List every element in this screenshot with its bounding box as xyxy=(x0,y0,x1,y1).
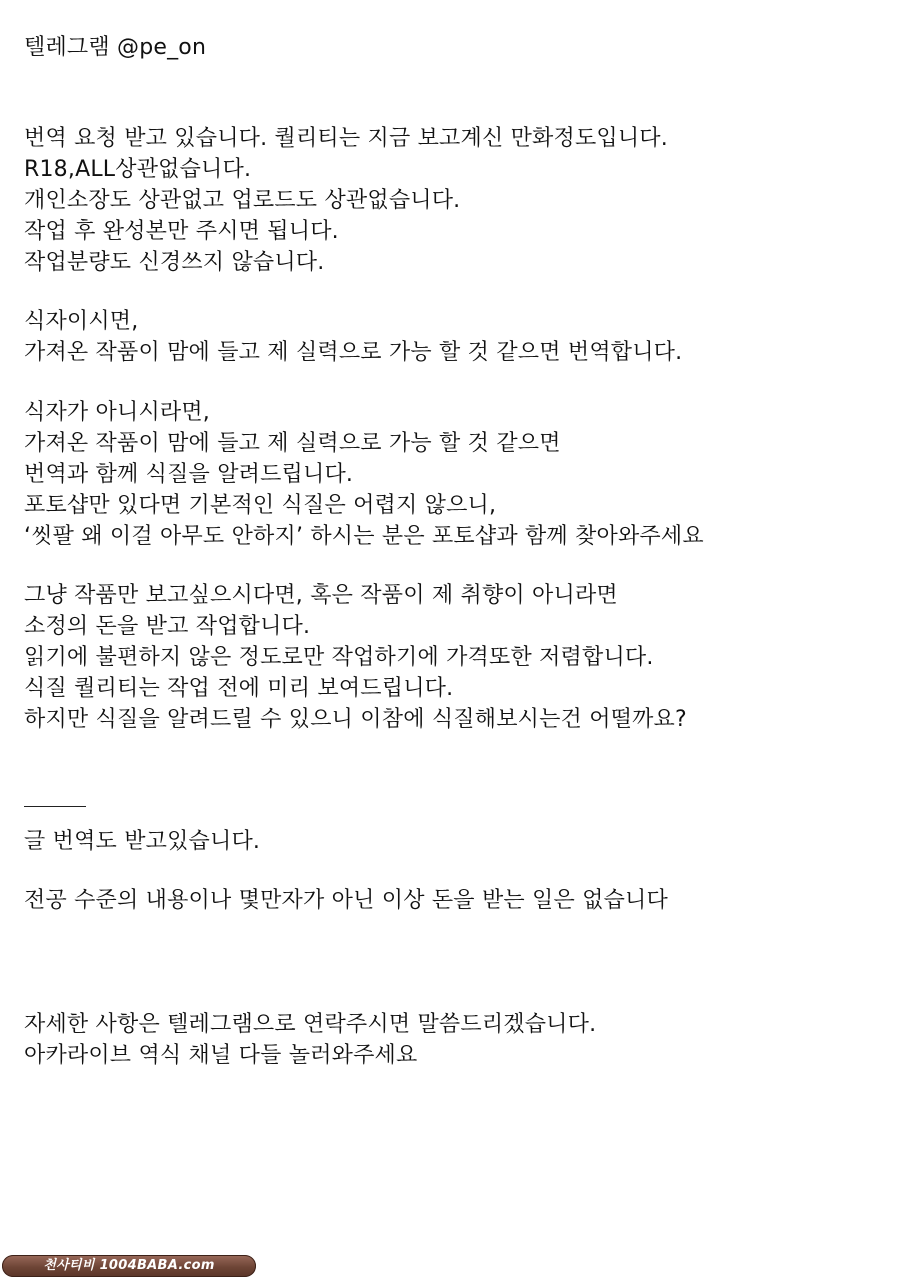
section-divider xyxy=(24,806,86,807)
price-line: 읽기에 불편하지 않은 정도로만 작업하기에 가격또한 저렴합니다. xyxy=(24,645,654,670)
delivery-line: 작업 후 완성본만 주시면 됩니다. xyxy=(24,219,339,244)
suggestion-line: 하지만 식질을 알려드릴 수 있으니 이참에 식질해보시는건 어떨까요? xyxy=(24,707,687,732)
watermark-text: 천사티비 1004BABA.com xyxy=(43,1258,215,1273)
invitation-line: ‘씻팔 왜 이걸 아무도 안하지’ 하시는 분은 포토샵과 함께 찾아와주세요 xyxy=(24,524,704,549)
channel-line: 아카라이브 역식 채널 다들 놀러와주세요 xyxy=(24,1043,418,1068)
text-translation-fee-line: 전공 수준의 내용이나 몇만자가 아닌 이상 돈을 받는 일은 없습니다 xyxy=(24,888,668,913)
text-translation-line: 글 번역도 받고있습니다. xyxy=(24,829,261,854)
rating-line: R18,ALL상관없습니다. xyxy=(24,157,252,182)
site-watermark xyxy=(2,1255,256,1277)
paid-option-line: 그냥 작품만 보고싶으시다면, 혹은 작품이 제 취향이 아니라면 xyxy=(24,583,618,608)
request-intro-line: 번역 요청 받고 있습니다. 퀄리티는 지금 보고계신 만화정도입니다. xyxy=(24,126,668,151)
photoshop-line: 포토샵만 있다면 기본적인 식질은 어렵지 않으니, xyxy=(24,493,497,518)
preview-line: 식질 퀄리티는 작업 전에 미리 보여드립니다. xyxy=(24,676,454,701)
non-typesetter-heading: 식자가 아니시라면, xyxy=(24,400,211,425)
usage-line: 개인소장도 상관없고 업로드도 상관없습니다. xyxy=(24,188,461,213)
non-typesetter-condition-line: 가져온 작품이 맘에 들고 제 실력으로 가능 할 것 같으면 xyxy=(24,431,561,456)
typesetter-condition-line: 가져온 작품이 맘에 들고 제 실력으로 가능 할 것 같으면 번역합니다. xyxy=(24,340,683,365)
teaching-line: 번역과 함께 식질을 알려드립니다. xyxy=(24,462,354,487)
typesetter-heading: 식자이시면, xyxy=(24,309,139,334)
volume-line: 작업분량도 신경쓰지 않습니다. xyxy=(24,250,325,275)
contact-line: 자세한 사항은 텔레그램으로 연락주시면 말씀드리겠습니다. xyxy=(24,1012,597,1037)
telegram-handle: 텔레그램 @pe_on xyxy=(24,35,207,60)
fee-line: 소정의 돈을 받고 작업합니다. xyxy=(24,614,311,639)
